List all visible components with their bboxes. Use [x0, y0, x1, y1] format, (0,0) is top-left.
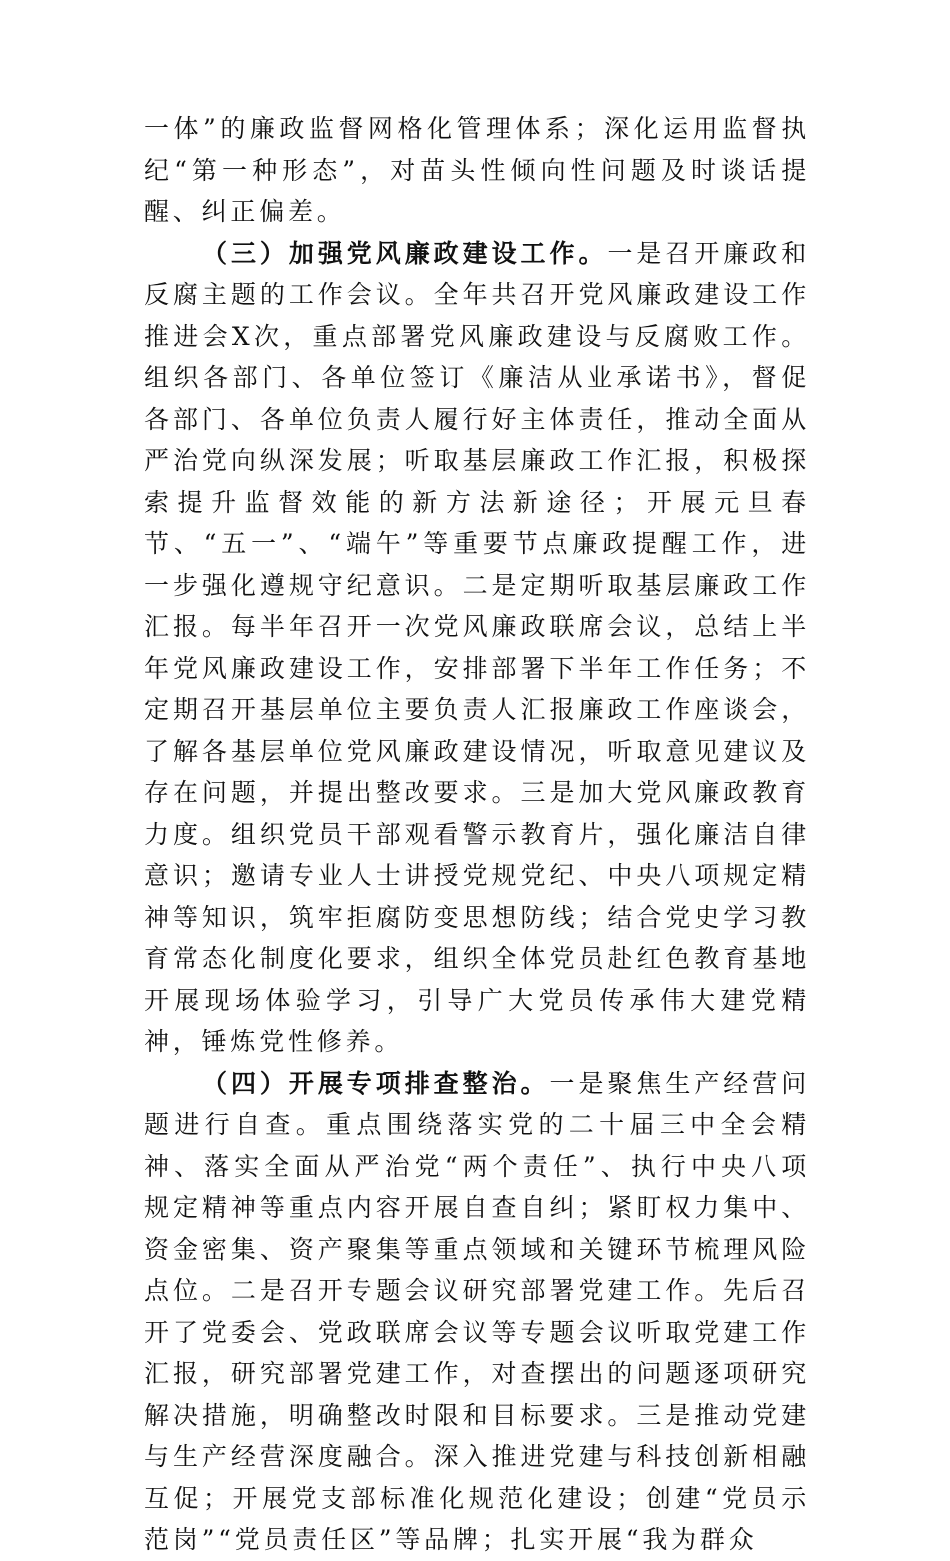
- paragraph-section-3: [144, 233, 810, 1063]
- section-body-4: 一是聚焦生产经营问题进行自查。重点围绕落实党的二十届三中全会精神、落实全面从严治党“两个责任”、执行中央八项规定精神等重点内容开展自查自纠；紧盯权力集中、资金密集、资产聚集等重点领域和关键环节梳理风险点位。二是召开专题会议研究部署党建工作。先后召开了党委会、党政联席会议等专题会议听取党建工作汇报，研究部署党建工作，对查摆出的问题逐项研究解决措施，明确整改时限和目标要求。三是推动党建与生产经营深度融合。深入推进党建与科技创新相融互促；开展党支部标准化规范化建设；创建“党员示范岗”“党员责任区”等品牌；扎实开展“我为群众: [144, 1068, 810, 1554]
- section-body-3: 一是召开廉政和反腐主题的工作会议。全年共召开党风廉政建设工作推进会X次，重点部署党风廉政建设与反腐败工作。组织各部门、各单位签订《廉洁从业承诺书》，督促各部门、各单位负责人履行好主体责任，推动全面从严治党向纵深发展；听取基层廉政工作汇报，积极探索提升监督效能的新方法新途径；开展元旦春节、“五一”、“端午”等重要节点廉政提醒工作，进一步强化遵规守纪意识。二是定期听取基层廉政工作汇报。每半年召开一次党风廉政联席会议，总结上半年党风廉政建设工作，安排部署下半年工作任务；不定期召开基层单位主要负责人汇报廉政工作座谈会，了解各基层单位党风廉政建设情况，听取意见建议及存在问题，并提出整改要求。三是加大党风廉政教育力度。组织党员干部观看警示教育片，强化廉洁自律意识；邀请专业人士讲授党规党纪、中央八项规定精神等知识，筑牢拒腐防变思想防线；结合党史学习教育常态化制度化要求，组织全体党员赴红色教育基地开展现场体验学习，引导广大党员传承伟大建党精神，锤炼党性修养。: [144, 238, 810, 1056]
- section-heading-4: （四）开展专项排查整治。: [202, 1068, 550, 1098]
- paragraph-section-4: [144, 1063, 810, 1561]
- section-heading-3: （三）加强党风廉政建设工作。: [202, 238, 608, 268]
- document-body: [144, 108, 810, 1561]
- paragraph-text: 一体”的廉政监督网格化管理体系；深化运用监督执纪“第一种形态”，对苗头性倾向性问题及时谈话提醒、纠正偏差。: [144, 114, 810, 226]
- paragraph-continuation: [144, 108, 810, 233]
